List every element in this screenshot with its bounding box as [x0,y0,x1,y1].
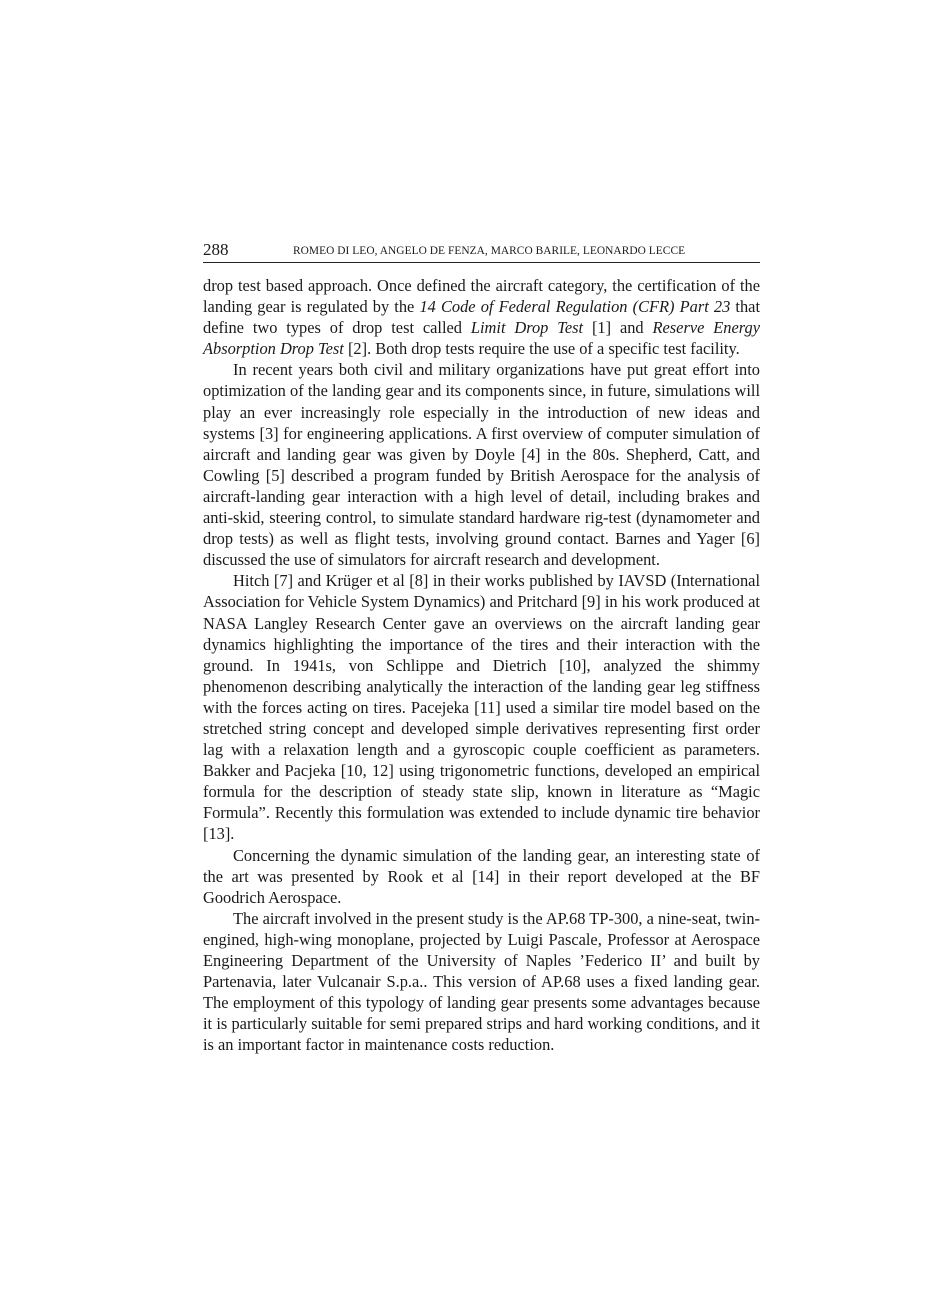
paragraph-certification [203,275,760,359]
paragraph-text: [1] and [583,318,653,338]
page-number: 288 [203,240,229,259]
paragraph-text: that define two types of drop test called [203,297,761,338]
paragraph-dynamic-simulation: Concerning the dynamic simulation of the landing gear, an interesting state of the art was presented by Rook et al [14] in their report developed at the BF Goodrich Aerospace. [203,845,760,907]
body-text [203,275,760,1055]
paragraph-tire-dynamics: Hitch [7] and Krüger et al [8] in their works published by IAVSD (International Association for Vehicle System Dynamics) and Pritchard [9] in his work produced at NASA Langley Research Center gave an overviews on the aircraft landing gear dynamics highlighting the importance of the tires and their interaction with the ground. In 1941s, von Schlippe and Dietrich [10], analyzed the shimmy phenomenon describing analytically the interaction of the landing gear leg stiffness with the forces acting on tires. Pacejeka [11] used a similar tire model based on the stretched string concept and developed simple derivatives representing first order lag with a relaxation length and a gyroscopic couple coefficient as parameters. Bakker and Pacjeka [10, 12] using trigonometric functions, developed an empirical formula for the description of steady state slip, known in literature as “Magic Formula”. Recently this formulation was extended to include dynamic tire behavior [13]. [203,571,760,844]
paragraph-aircraft-description: The aircraft involved in the present study is the AP.68 TP-300, a nine-seat, twin-engined, high-wing monoplane, projected by Luigi Pascale, Professor at Aerospace Engineering Department of the University of Naples ’Federico II’ and built by Partenavia, later Vulcanair S.p.a.. This version of AP.68 uses a fixed landing gear. The employment of this typology of landing gear presents some advantages because it is particularly suitable for semi prepared strips and hard working conditions, and it is an important factor in maintenance costs reduction. [203,908,760,1055]
paragraph-simulation-overview: In recent years both civil and military organizations have put great effort into optimization of the landing gear and its components since, in future, simulations will play an ever increasingly role especially in the introduction of new ideas and systems [3] for engineering applications. A first overview of computer simulation of aircraft and landing gear was given by Doyle [4] in the 80s. Shepherd, Catt, and Cowling [5] described a program funded by British Aerospace for the analysis of aircraft-landing gear interaction with a high level of detail, including brakes and anti-skid, steering control, to simulate standard hardware rig-test (dynamometer and drop tests) as well as flight tests, involving ground contact. Barnes and Yager [6] discussed the use of simulators for aircraft research and development. [203,360,760,570]
test-name-reserve-energy: Reserve Energy Absorption Drop Test [203,318,760,359]
paragraph-text: [2]. Both drop tests require the use of a specific test facility. [343,339,740,359]
regulation-reference: 14 Code of Federal Regulation (CFR) Part 23 [419,297,731,317]
running-head-authors: ROMEO DI LEO, ANGELO DE FENZA, MARCO BARILE, LEONARDO LECCE [293,245,686,257]
test-name-limit-drop: Limit Drop Test [470,318,584,338]
page-header [203,238,760,263]
paragraph-text: drop test based approach. Once defined the aircraft category, the certification of the landing gear is regulated by the [203,276,760,317]
